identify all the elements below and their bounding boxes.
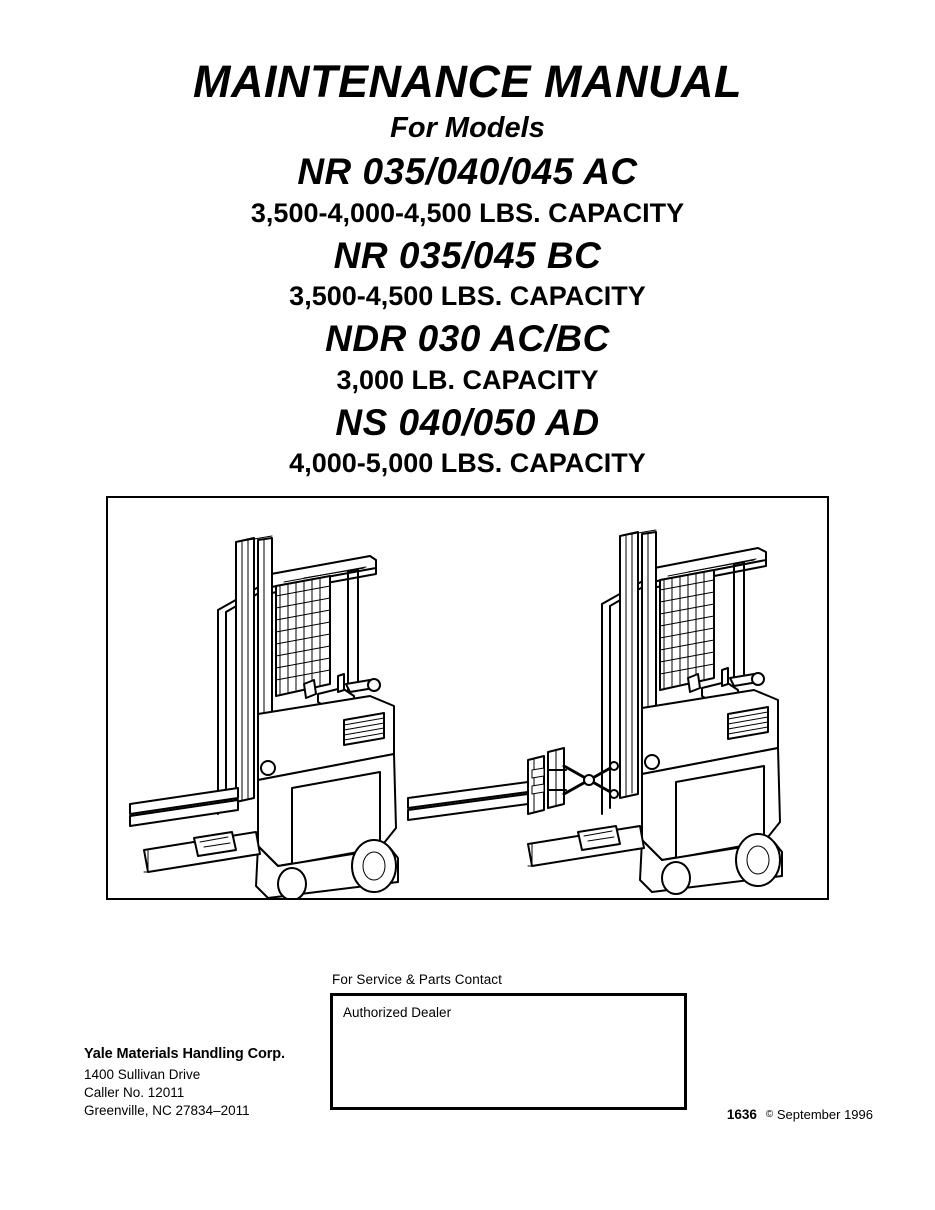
for-models-label: For Models — [390, 112, 545, 145]
document-meta — [727, 1107, 873, 1122]
capacity-line-2: 3,500-4,500 LBS. CAPACITY — [289, 281, 646, 312]
model-line-4: NS 040/050 AD — [335, 401, 600, 443]
model-line-3: NDR 030 AC/BC — [325, 318, 610, 360]
authorized-dealer-box[interactable] — [330, 993, 687, 1110]
company-address-line-2: Caller No. 12011 — [84, 1084, 185, 1100]
model-line-1: NR 035/040/045 AC — [297, 151, 638, 193]
company-address-line-3: Greenville, NC 27834–2011 — [84, 1102, 250, 1118]
truck-illustration — [106, 496, 829, 900]
document-date: September 1996 — [776, 1107, 873, 1122]
model-line-2: NR 035/045 BC — [333, 234, 602, 276]
company-address-line-1: 1400 Sullivan Drive — [84, 1067, 201, 1082]
company-name: Yale Materials Handling Corp. — [84, 1046, 285, 1062]
capacity-line-1: 3,500-4,000-4,500 LBS. CAPACITY — [250, 197, 685, 228]
capacity-line-3: 3,000 LB. CAPACITY — [336, 364, 599, 395]
capacity-line-4: 4,000-5,000 LBS. CAPACITY — [289, 448, 646, 479]
document-number: 1636 — [726, 1107, 757, 1122]
title-block — [0, 0, 935, 480]
page-title: MAINTENANCE MANUAL — [193, 56, 742, 107]
company-block — [84, 1046, 324, 1120]
copyright-icon: © — [765, 1109, 774, 1120]
reach-truck-line-drawing-icon — [108, 498, 827, 898]
authorized-dealer-placeholder: Authorized Dealer — [343, 1005, 452, 1020]
service-contact-area — [330, 972, 690, 1110]
service-contact-label: For Service & Parts Contact — [332, 972, 503, 987]
